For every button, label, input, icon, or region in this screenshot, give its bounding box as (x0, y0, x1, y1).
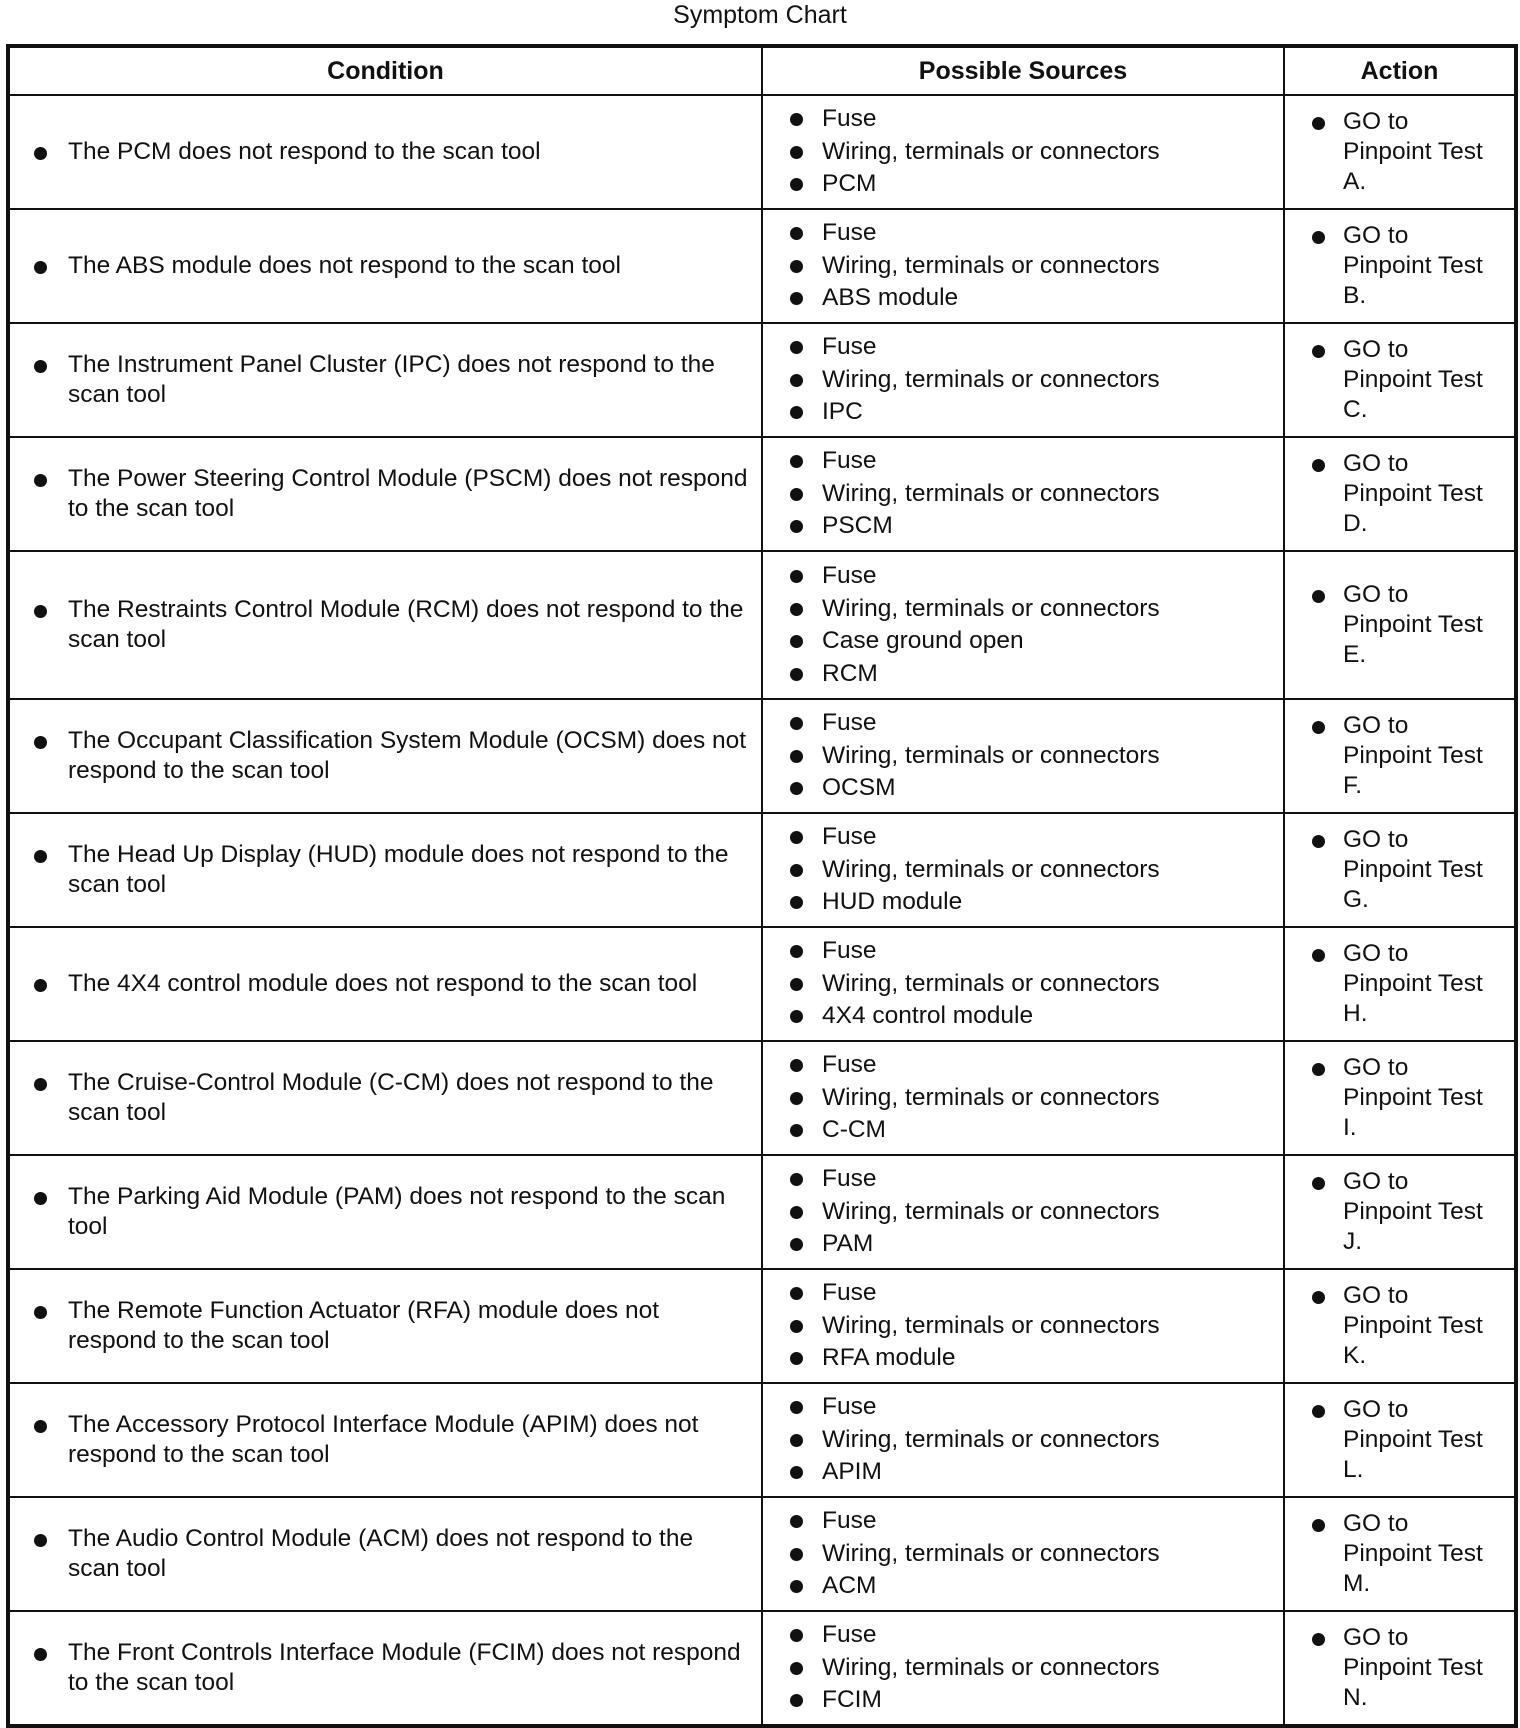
action-text: GO to Pinpoint Test B. (1343, 221, 1503, 311)
action-cell (1284, 1041, 1516, 1155)
table-row (8, 437, 1516, 551)
condition-cell (8, 1041, 762, 1155)
condition-text: The Occupant Classification System Module (OCSM) does not respond to the scan tool (68, 726, 751, 787)
source-item: RCM (822, 658, 1283, 691)
condition-list (10, 1410, 761, 1471)
sources-list (763, 1505, 1283, 1603)
condition-text: The Parking Aid Module (PAM) does not respond to the scan tool (68, 1182, 751, 1243)
header-possible-sources: Possible Sources (762, 46, 1284, 95)
action-cell (1284, 1155, 1516, 1269)
source-item: Case ground open (822, 625, 1283, 658)
action-text: GO to Pinpoint Test F. (1343, 711, 1503, 801)
source-item: Fuse (822, 445, 1283, 478)
action-text: GO to Pinpoint Test K. (1343, 1281, 1503, 1371)
condition-cell (8, 1383, 762, 1497)
condition-list (10, 969, 761, 1000)
page-title: Symptom Chart (673, 1, 847, 29)
table-row (8, 1155, 1516, 1269)
source-item: Fuse (822, 1049, 1283, 1082)
sources-list (763, 1277, 1283, 1375)
source-item: Wiring, terminals or connectors (822, 1310, 1283, 1343)
table-row (8, 1497, 1516, 1611)
action-cell (1284, 927, 1516, 1041)
action-text: GO to Pinpoint Test M. (1343, 1509, 1503, 1599)
possible-sources-cell (762, 1269, 1284, 1383)
possible-sources-cell (762, 95, 1284, 209)
action-text: GO to Pinpoint Test A. (1343, 107, 1503, 197)
action-text: GO to Pinpoint Test C. (1343, 335, 1503, 425)
source-item: Fuse (822, 560, 1283, 593)
sources-list (763, 1049, 1283, 1147)
condition-text: The Instrument Panel Cluster (IPC) does not respond to the scan tool (68, 350, 751, 411)
table-row (8, 323, 1516, 437)
action-cell (1284, 209, 1516, 323)
source-item: IPC (822, 396, 1283, 429)
condition-cell (8, 813, 762, 927)
source-item: Fuse (822, 1505, 1283, 1538)
condition-list (10, 137, 761, 168)
sources-list (763, 445, 1283, 543)
source-item: APIM (822, 1456, 1283, 1489)
condition-cell (8, 95, 762, 209)
condition-text: The Power Steering Control Module (PSCM) does not respond to the scan tool (68, 464, 751, 525)
condition-list (10, 726, 761, 787)
possible-sources-cell (762, 813, 1284, 927)
source-item: Fuse (822, 1391, 1283, 1424)
source-item: RFA module (822, 1342, 1283, 1375)
source-item: Wiring, terminals or connectors (822, 136, 1283, 169)
action-text: GO to Pinpoint Test I. (1343, 1053, 1503, 1143)
condition-list (10, 251, 761, 282)
source-item: Fuse (822, 331, 1283, 364)
condition-text: The PCM does not respond to the scan tool (68, 137, 751, 168)
possible-sources-cell (762, 1155, 1284, 1269)
condition-cell (8, 323, 762, 437)
source-item: Wiring, terminals or connectors (822, 740, 1283, 773)
source-item: C-CM (822, 1114, 1283, 1147)
action-text: GO to Pinpoint Test E. (1343, 580, 1503, 670)
source-item: PAM (822, 1228, 1283, 1261)
table-row (8, 813, 1516, 927)
table-row (8, 1383, 1516, 1497)
possible-sources-cell (762, 1383, 1284, 1497)
sources-list (763, 217, 1283, 315)
possible-sources-cell (762, 927, 1284, 1041)
condition-list (10, 464, 761, 525)
condition-list (10, 840, 761, 901)
sources-list (763, 1619, 1283, 1717)
action-cell (1284, 1269, 1516, 1383)
source-item: Fuse (822, 707, 1283, 740)
action-text: GO to Pinpoint Test J. (1343, 1167, 1503, 1257)
source-item: Fuse (822, 935, 1283, 968)
action-text: GO to Pinpoint Test G. (1343, 825, 1503, 915)
sources-list (763, 707, 1283, 805)
possible-sources-cell (762, 699, 1284, 813)
condition-list (10, 1182, 761, 1243)
condition-list (10, 1296, 761, 1357)
sources-list (763, 821, 1283, 919)
symptom-chart-table (6, 44, 1518, 1728)
condition-text: The ABS module does not respond to the scan tool (68, 251, 751, 282)
sources-list (763, 560, 1283, 690)
possible-sources-cell (762, 1497, 1284, 1611)
condition-list (10, 1524, 761, 1585)
source-item: Fuse (822, 1619, 1283, 1652)
source-item: Wiring, terminals or connectors (822, 364, 1283, 397)
condition-cell (8, 1269, 762, 1383)
source-item: Wiring, terminals or connectors (822, 968, 1283, 1001)
source-item: PCM (822, 168, 1283, 201)
table-row (8, 699, 1516, 813)
source-item: FCIM (822, 1684, 1283, 1717)
possible-sources-cell (762, 323, 1284, 437)
condition-cell (8, 699, 762, 813)
action-cell (1284, 551, 1516, 699)
condition-cell (8, 1611, 762, 1726)
action-cell (1284, 437, 1516, 551)
source-item: Wiring, terminals or connectors (822, 593, 1283, 626)
source-item: Fuse (822, 821, 1283, 854)
action-cell (1284, 813, 1516, 927)
possible-sources-cell (762, 1041, 1284, 1155)
action-cell (1284, 1497, 1516, 1611)
sources-list (763, 103, 1283, 201)
table-header-row (8, 46, 1516, 95)
action-text: GO to Pinpoint Test H. (1343, 939, 1503, 1029)
condition-text: The Front Controls Interface Module (FCIM) does not respond to the scan tool (68, 1638, 751, 1699)
condition-text: The Head Up Display (HUD) module does not respond to the scan tool (68, 840, 751, 901)
condition-text: The Restraints Control Module (RCM) does not respond to the scan tool (68, 595, 751, 656)
source-item: Fuse (822, 103, 1283, 136)
possible-sources-cell (762, 209, 1284, 323)
action-text: GO to Pinpoint Test D. (1343, 449, 1503, 539)
sources-list (763, 1391, 1283, 1489)
table-row (8, 1269, 1516, 1383)
source-item: Wiring, terminals or connectors (822, 854, 1283, 887)
source-item: ABS module (822, 282, 1283, 315)
action-text: GO to Pinpoint Test L. (1343, 1395, 1503, 1485)
condition-list (10, 595, 761, 656)
table-row (8, 1041, 1516, 1155)
condition-cell (8, 209, 762, 323)
action-cell (1284, 1383, 1516, 1497)
source-item: 4X4 control module (822, 1000, 1283, 1033)
action-cell (1284, 699, 1516, 813)
condition-list (10, 1638, 761, 1699)
condition-cell (8, 1497, 762, 1611)
source-item: Fuse (822, 1277, 1283, 1310)
sources-list (763, 331, 1283, 429)
table-row (8, 927, 1516, 1041)
source-item: Wiring, terminals or connectors (822, 1652, 1283, 1685)
table-row (8, 209, 1516, 323)
possible-sources-cell (762, 551, 1284, 699)
source-item: Wiring, terminals or connectors (822, 1082, 1283, 1115)
table-row (8, 95, 1516, 209)
condition-text: The Audio Control Module (ACM) does not respond to the scan tool (68, 1524, 751, 1585)
source-item: Fuse (822, 217, 1283, 250)
source-item: Fuse (822, 1163, 1283, 1196)
source-item: Wiring, terminals or connectors (822, 1196, 1283, 1229)
condition-list (10, 350, 761, 411)
condition-cell (8, 437, 762, 551)
possible-sources-cell (762, 437, 1284, 551)
condition-text: The Accessory Protocol Interface Module (APIM) does not respond to the scan tool (68, 1410, 751, 1471)
action-cell (1284, 95, 1516, 209)
source-item: Wiring, terminals or connectors (822, 250, 1283, 283)
header-action: Action (1284, 46, 1516, 95)
condition-cell (8, 927, 762, 1041)
source-item: Wiring, terminals or connectors (822, 1424, 1283, 1457)
table-row (8, 1611, 1516, 1726)
condition-cell (8, 551, 762, 699)
action-cell (1284, 1611, 1516, 1726)
source-item: Wiring, terminals or connectors (822, 478, 1283, 511)
source-item: OCSM (822, 772, 1283, 805)
source-item: Wiring, terminals or connectors (822, 1538, 1283, 1571)
source-item: ACM (822, 1570, 1283, 1603)
source-item: PSCM (822, 510, 1283, 543)
action-cell (1284, 323, 1516, 437)
condition-text: The Remote Function Actuator (RFA) module does not respond to the scan tool (68, 1296, 751, 1357)
condition-text: The Cruise-Control Module (C-CM) does not respond to the scan tool (68, 1068, 751, 1129)
condition-cell (8, 1155, 762, 1269)
table-row (8, 551, 1516, 699)
condition-text: The 4X4 control module does not respond to the scan tool (68, 969, 751, 1000)
sources-list (763, 1163, 1283, 1261)
possible-sources-cell (762, 1611, 1284, 1726)
condition-list (10, 1068, 761, 1129)
sources-list (763, 935, 1283, 1033)
action-text: GO to Pinpoint Test N. (1343, 1623, 1503, 1713)
header-condition: Condition (8, 46, 762, 95)
source-item: HUD module (822, 886, 1283, 919)
